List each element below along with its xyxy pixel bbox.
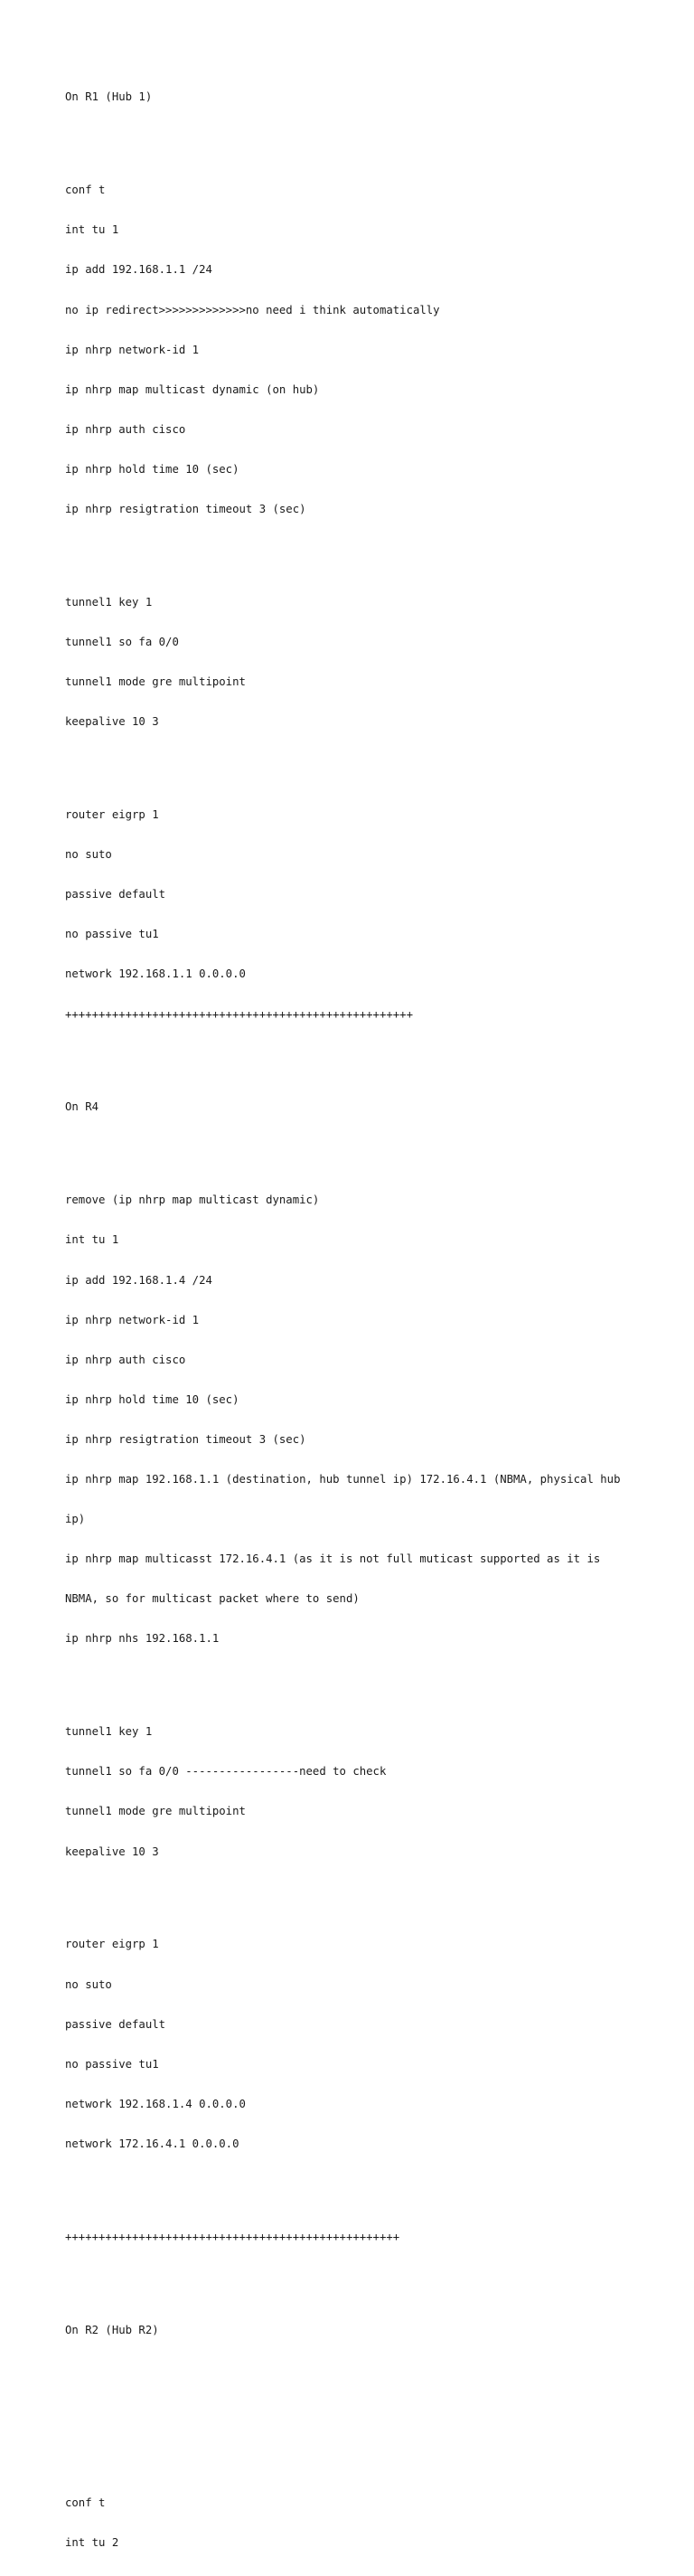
text-line: keepalive 10 3 [65, 1845, 159, 1858]
text-line: router eigrp 1 [65, 808, 159, 822]
text-line: NBMA, so for multicast packet where to send) [65, 1592, 360, 1606]
blank-line [65, 2443, 643, 2457]
blank-line [65, 755, 643, 769]
text-line: tunnel1 key 1 [65, 595, 153, 609]
section-title-r1: On R1 (Hub 1) [65, 90, 153, 104]
text-line: ip nhrp hold time 10 (sec) [65, 1392, 239, 1406]
text-line: router eigrp 1 [65, 1938, 159, 1951]
text-line: int tu 1 [65, 1233, 119, 1247]
blank-line [65, 2270, 643, 2284]
blank-line [65, 131, 643, 145]
document-body [65, 64, 643, 2576]
text-line: no passive tu1 [65, 2057, 159, 2071]
blank-line [65, 2364, 643, 2377]
text-line: ip nhrp network-id 1 [65, 1313, 200, 1326]
text-line: network 172.16.4.1 0.0.0.0 [65, 2137, 239, 2150]
blank-line [65, 1141, 643, 1155]
text-line: ip nhrp resigtration timeout 3 (sec) [65, 1432, 306, 1446]
text-line: ip nhrp map 192.168.1.1 (destination, hub tunnel ip) 172.16.4.1 (NBMA, physical hub [65, 1473, 621, 1486]
text-line: ip) [65, 1513, 86, 1526]
blank-line [65, 2177, 643, 2191]
text-line: ip nhrp hold time 10 (sec) [65, 462, 239, 476]
text-line: tunnel1 mode gre multipoint [65, 675, 246, 689]
text-line: ip nhrp map multicasst 172.16.4.1 (as it is not full muticast supported as it is [65, 1552, 601, 1566]
text-line: conf t [65, 2496, 106, 2509]
text-line: ip add 192.168.1.4 /24 [65, 1273, 212, 1287]
text-line: no suto [65, 1977, 112, 1991]
text-line: conf t [65, 184, 106, 197]
text-line: ip nhrp map multicast dynamic (on hub) [65, 382, 320, 396]
text-line: ip nhrp network-id 1 [65, 343, 200, 356]
text-line: keepalive 10 3 [65, 715, 159, 729]
text-line: network 192.168.1.1 0.0.0.0 [65, 967, 246, 981]
text-line: tunnel1 mode gre multipoint [65, 1805, 246, 1818]
text-line: network 192.168.1.4 0.0.0.0 [65, 2097, 246, 2110]
text-line: ip add 192.168.1.1 /24 [65, 263, 212, 277]
blank-line [65, 543, 643, 556]
text-line: tunnel1 so fa 0/0 -----------------need to check [65, 1765, 387, 1779]
separator-line: ++++++++++++++++++++++++++++++++++++++++++++++++++ [65, 2230, 400, 2243]
text-line: ip nhrp auth cisco [65, 422, 186, 436]
text-line: no suto [65, 848, 112, 862]
text-line: tunnel1 key 1 [65, 1725, 153, 1739]
text-line: no passive tu1 [65, 928, 159, 941]
text-line: ip nhrp auth cisco [65, 1353, 186, 1366]
text-line: int tu 1 [65, 223, 119, 237]
text-line: remove (ip nhrp map multicast dynamic) [65, 1194, 320, 1207]
text-line: int tu 2 [65, 2535, 119, 2549]
text-line: tunnel1 so fa 0/0 [65, 636, 179, 649]
blank-line [65, 1672, 643, 1685]
text-line: no ip redirect>>>>>>>>>>>>>no need i think automatically [65, 303, 440, 316]
text-line: passive default [65, 888, 166, 901]
text-line: ip nhrp resigtration timeout 3 (sec) [65, 503, 306, 516]
text-line: passive default [65, 2017, 166, 2031]
blank-line [65, 2403, 643, 2417]
section-title-r2: On R2 (Hub R2) [65, 2323, 159, 2336]
blank-line [65, 1048, 643, 1062]
separator-line: ++++++++++++++++++++++++++++++++++++++++++++++++++++ [65, 1007, 413, 1021]
blank-line [65, 1885, 643, 1899]
section-title-r4: On R4 [65, 1100, 99, 1114]
text-line: ip nhrp nhs 192.168.1.1 [65, 1632, 220, 1646]
